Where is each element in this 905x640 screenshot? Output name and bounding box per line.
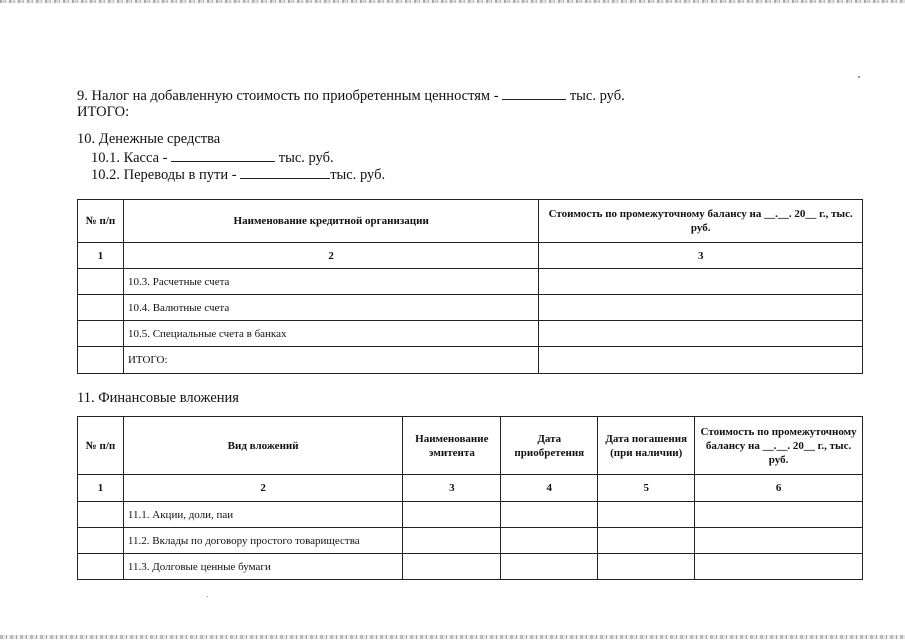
transfers-label: 10.2. Переводы в пути - [91, 167, 241, 183]
cell-empty[interactable] [78, 295, 124, 321]
col-number: 2 [123, 475, 402, 502]
itogo-line: ИТОГО: [77, 104, 130, 120]
cell-value[interactable] [539, 347, 863, 374]
col-header-investment-type: Вид вложений [123, 417, 402, 475]
kassa-unit: тыс. руб. [275, 150, 334, 166]
cell-empty[interactable] [78, 321, 124, 347]
cell-empty[interactable] [403, 528, 501, 554]
cell-empty[interactable] [403, 502, 501, 528]
col-number: 5 [598, 475, 695, 502]
col-header-bank-name: Наименование кредитной организации [123, 200, 538, 243]
item11-heading: 11. Финансовые вложения [77, 390, 239, 406]
table-column-number-row [78, 475, 863, 502]
cell-empty[interactable] [598, 502, 695, 528]
item9-unit: тыс. руб. [566, 88, 625, 104]
cell-empty[interactable] [501, 554, 598, 580]
col-header-num: № п/п [78, 200, 124, 243]
col-number: 4 [501, 475, 598, 502]
table-row [78, 502, 863, 528]
investments-table [77, 416, 863, 580]
item9-line [77, 87, 625, 105]
cell-empty[interactable] [695, 554, 863, 580]
col-number: 2 [123, 243, 538, 269]
col-header-balance-value: Стоимость по промежуточному балансу на __.__. 20__ г., тыс. руб. [695, 417, 863, 475]
item9-text: 9. Налог на добавленную стоимость по приобретенным ценностям - [77, 88, 503, 104]
bank-accounts-table [77, 199, 863, 374]
cell-empty[interactable] [78, 347, 124, 374]
table-row-total [78, 347, 863, 374]
row-label: 10.4. Валютные счета [123, 295, 538, 321]
row-label: 10.3. Расчетные счета [123, 269, 538, 295]
table-header-row [78, 200, 863, 243]
row-label: 11.1. Акции, доли, паи [123, 502, 402, 528]
table-row [78, 269, 863, 295]
cell-empty[interactable] [501, 528, 598, 554]
transfers-unit: тыс. руб. [330, 167, 386, 183]
table-row [78, 321, 863, 347]
transfers-blank [240, 166, 330, 179]
row-label: 10.5. Специальные счета в банках [123, 321, 538, 347]
col-header-issuer: Наименование эмитента [403, 417, 501, 475]
col-header-acquisition-date: Дата приобретения [501, 417, 598, 475]
cell-empty[interactable] [78, 554, 124, 580]
table-row [78, 295, 863, 321]
kassa-line [91, 149, 334, 167]
table-header-row [78, 417, 863, 475]
scan-edge-bottom [0, 635, 905, 639]
kassa-blank [171, 149, 275, 162]
scan-edge-top [0, 0, 905, 3]
col-header-balance-value: Стоимость по промежуточному балансу на __.__. 20__ г., тыс. руб. [539, 200, 863, 243]
col-number: 1 [78, 475, 124, 502]
col-number: 3 [539, 243, 863, 269]
cell-empty[interactable] [78, 502, 124, 528]
col-header-maturity-date: Дата погашения (при наличии) [598, 417, 695, 475]
cell-empty[interactable] [78, 528, 124, 554]
table-column-number-row [78, 243, 863, 269]
cell-value[interactable] [539, 295, 863, 321]
row-label-total: ИТОГО: [123, 347, 538, 374]
row-label: 11.3. Долговые ценные бумаги [123, 554, 402, 580]
cell-value[interactable] [539, 321, 863, 347]
transfers-line [91, 166, 385, 184]
item9-blank [502, 87, 566, 100]
cell-empty[interactable] [501, 502, 598, 528]
col-number: 1 [78, 243, 124, 269]
table-row [78, 554, 863, 580]
row-label: 11.2. Вклады по договору простого товарищества [123, 528, 402, 554]
cell-empty[interactable] [598, 528, 695, 554]
col-number: 3 [403, 475, 501, 502]
cell-empty[interactable] [403, 554, 501, 580]
cell-empty[interactable] [78, 269, 124, 295]
col-header-num: № п/п [78, 417, 124, 475]
table-row [78, 528, 863, 554]
item10-heading: 10. Денежные средства [77, 131, 221, 147]
cell-empty[interactable] [598, 554, 695, 580]
col-number: 6 [695, 475, 863, 502]
cell-empty[interactable] [695, 502, 863, 528]
scan-speck [858, 76, 860, 78]
cell-value[interactable] [539, 269, 863, 295]
scan-speck [207, 596, 208, 597]
kassa-label: 10.1. Касса - [91, 150, 172, 166]
cell-empty[interactable] [695, 528, 863, 554]
